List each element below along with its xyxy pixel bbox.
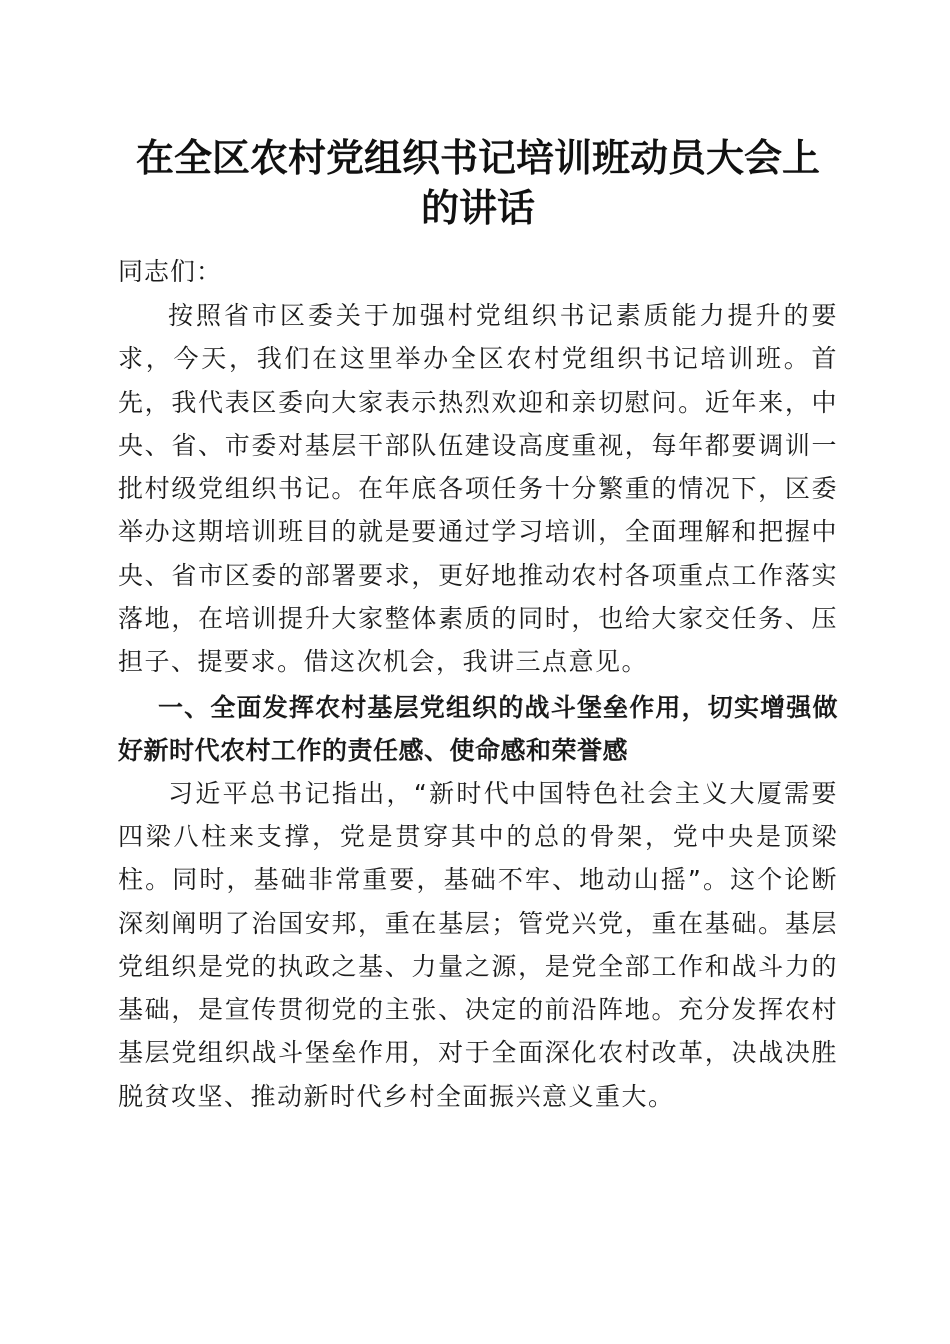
document-body [118, 250, 838, 1118]
document-title: 在全区农村党组织书记培训班动员大会上的讲话 [135, 135, 820, 230]
salutation: 同志们： [118, 257, 223, 286]
intro-paragraph: 按照省市区委关于加强村党组织书记素质能力提升的要求，今天，我们在这里举办全区农村党组织书记培训班。首先，我代表区委向大家表示热烈欢迎和亲切慰问。近年来，中央、省、市委对基层干部队伍建设高度重视，每年都要调训一批村级党组织书记。在年底各项任务十分繁重的情况下，区委举办这期培训班目的就是要通过学习培训，全面理解和把握中央、省市区委的部署要求，更好地推动农村各项重点工作落实落地，在培训提升大家整体素质的同时，也给大家交任务、压担子、提要求。借这次机会，我讲三点意见。 [118, 301, 838, 677]
section-paragraph: 习近平总书记指出，“新时代中国特色社会主义大厦需要四梁八柱来支撑，党是贯穿其中的总的骨架，党中央是顶梁柱。同时，基础非常重要，基础不牢、地动山摇”。这个论断深刻阐明了治国安邦，重在基层；管党兴党，重在基础。基层党组织是党的执政之基、力量之源，是党全部工作和战斗力的基础，是宣传贯彻党的主张、决定的前沿阵地。充分发挥农村基层党组织战斗堡垒作用，对于全面深化农村改革，决战决胜脱贫攻坚、推动新时代乡村全面振兴意义重大。 [118, 778, 838, 1111]
section-heading: 一、全面发挥农村基层党组织的战斗堡垒作用，切实增强做好新时代农村工作的责任感、使命感和荣誉感 [118, 692, 838, 765]
